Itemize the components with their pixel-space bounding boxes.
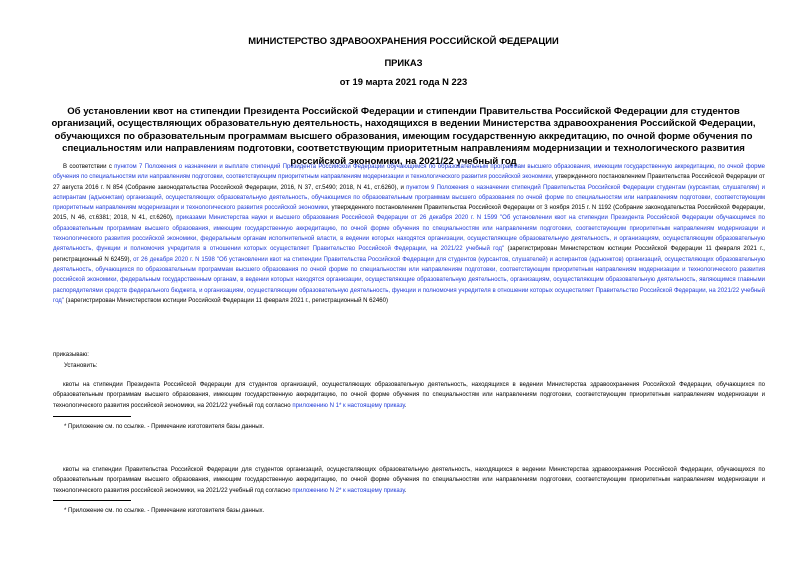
preamble-text-4: (зарегистрирован Министерством юстиции Российской Федерации 11 февраля 2021 г., регистрационный N 62459), [53, 246, 765, 263]
order-title: Об установлении квот на стипендии Президента Российской Федерации и стипендии Правительства Российской Федерации для студентов организаций, осуществляющих образовательную деятельность, находящихся в ведении Министерства здравоохранения Российской Федерации, обучающихся по образовательным программам высшего образования, имеющим государственную аккредитацию, по очной форме обучения по специальностям или направлениям подготовки, соответствующим приоритетным направлениям модернизации и технологического развития российской экономики, на 2021/22 учебный год [51, 106, 756, 167]
quota-government-paragraph [53, 465, 765, 496]
link-order-1599[interactable]: приказами Министерства науки и высшего образования Российской Федерации от 26 декабря 2020 г. N 1599 "Об установлении квот на стипендии Президента Российской Федерации обучающимся по образовательным программам высшего образования, имеющим государственную аккредитацию, по очной форме обучения по специальностям или направлениям подготовки, соответствующим приоритетным направлениям модернизации и технологического развития российской экономики, федеральным органам исполнительной власти, в ведении которых находятся организации, осуществляющие образовательную деятельность, и организациям, осуществляющим образовательную деятельность, функции и полномочия учредителя в отношении которых осуществляет Правительство Российской Федерации, на 2021/22 учебный год" [53, 215, 765, 253]
preamble-text-3: , утвержденного постановлением Правительства Российской Федерации от 3 ноября 2015 г. N 1192 (Собрание законодательства Российской Федерации, 2015, N 46, ст.6381; 2018, N 41, ст.6260), [53, 205, 766, 222]
preamble-text-5: (зарегистрирован Министерством юстиции Российской Федерации 11 февраля 2021 г., регистрационный N 62460) [63, 297, 389, 304]
quota-presidential-end: . [404, 402, 407, 409]
footnote-2: * Приложение см. по ссылке. - Примечание изготовителя базы данных. [64, 508, 265, 514]
doc-date-number: от 19 марта 2021 года N 223 [339, 76, 468, 87]
link-regulation-government[interactable]: пунктом 9 Положения о назначении стипендий Правительства Российской Федерации студентам (курсантам, слушателям) и аспирантам (адъюнктам) организаций, осуществляющих образовательную деятельность, обучающимся по образовательным программам высшего образования по очной форме по специальностям или направлениям подготовки, соответствующим приоритетным направлениям модернизации и технологического развития российской экономики [53, 184, 765, 212]
quota-government-text: квоты на стипендии Правительства Российской Федерации для студентов организаций, осуществляющих образовательную деятельность, находящихся в ведении Министерства здравоохранения Российской Федерации, обучающихся по образовательным программам высшего образования, имеющим государственную аккредитацию, по очной форме обучения по специальностям или направлениям подготовки, соответствующим приоритетным направлениям модернизации и технологического развития российской экономики, на 2021/22 учебный год согласно [53, 467, 765, 494]
doc-type-heading: ПРИКАЗ [384, 57, 423, 68]
quota-presidential-text: квоты на стипендии Президента Российской Федерации для студентов организаций, осуществляющих образовательную деятельность, находящихся в ведении Министерства здравоохранения Российской Федерации, обучающихся по образовательным программам высшего образования, имеющим государственную аккредитацию, по очной форме обучения по специальностям или направлениям подготовки, соответствующим приоритетным направлениям модернизации и технологического развития российской экономики, на 2021/22 учебный год согласно [53, 382, 765, 409]
footnote-divider-2 [53, 500, 131, 501]
preamble-paragraph [53, 162, 765, 306]
link-appendix-1[interactable]: приложению N 1* к настоящему приказу [292, 402, 405, 409]
link-order-1598[interactable]: от 26 декабря 2020 г. N 1598 "Об установлении квот на стипендии Правительства Российской Федерации для студентов (курсантов, слушателей) и аспирантов (адъюнктов) организаций, осуществляющих образовательную деятельность, обучающихся по образовательным программам высшего образования по очной форме по специальностям или направлениям подготовки, соответствующим приоритетным направлениям модернизации и технологического развития российской экономики, федеральным государственным органам, в ведении которых находятся организации, осуществляющие образовательную деятельность, организациям, осуществляющим образовательную деятельность, являющимся главными распорядителями средств федерального бюджета, и организациям, осуществляющим образовательную деятельность, функции и полномочия учредителя в отношении которых осуществляет Правительство Российской Федерации, на 2021/22 учебный год" [53, 256, 766, 304]
prikazyvayu-text: приказываю: [53, 352, 89, 358]
link-appendix-2[interactable]: приложению N 2* к настоящему приказу [292, 487, 405, 494]
preamble-text-1: В соответствии с [63, 164, 115, 170]
quota-presidential-paragraph [53, 380, 765, 411]
footnote-divider-1 [53, 416, 131, 417]
ministry-heading: МИНИСТЕРСТВО ЗДРАВООХРАНЕНИЯ РОССИЙСКОЙ ФЕДЕРАЦИИ [248, 35, 559, 46]
link-regulation-presidential[interactable]: пунктом 7 Положения о назначении и выплате стипендий Президента Российской Федерации обучающимся по образовательным программам высшего образования, имеющим государственную аккредитацию, по очной форме обучения по специальностям или направлениям подготовки, соответствующим приоритетным направлениям модернизации и технологического развития российской экономики [53, 164, 765, 181]
ustanovit-text: Установить: [64, 363, 98, 369]
footnote-1: * Приложение см. по ссылке. - Примечание изготовителя базы данных. [64, 424, 265, 430]
quota-government-end: . [404, 487, 407, 494]
preamble-text-2: , утвержденного постановлением Правительства Российской Федерации от 27 августа 2016 г. N 854 (Собрание законодательства Российской Федерации, 2016, N 37, ст.5490; 2018, N 41, ст.6260), и [53, 174, 765, 191]
